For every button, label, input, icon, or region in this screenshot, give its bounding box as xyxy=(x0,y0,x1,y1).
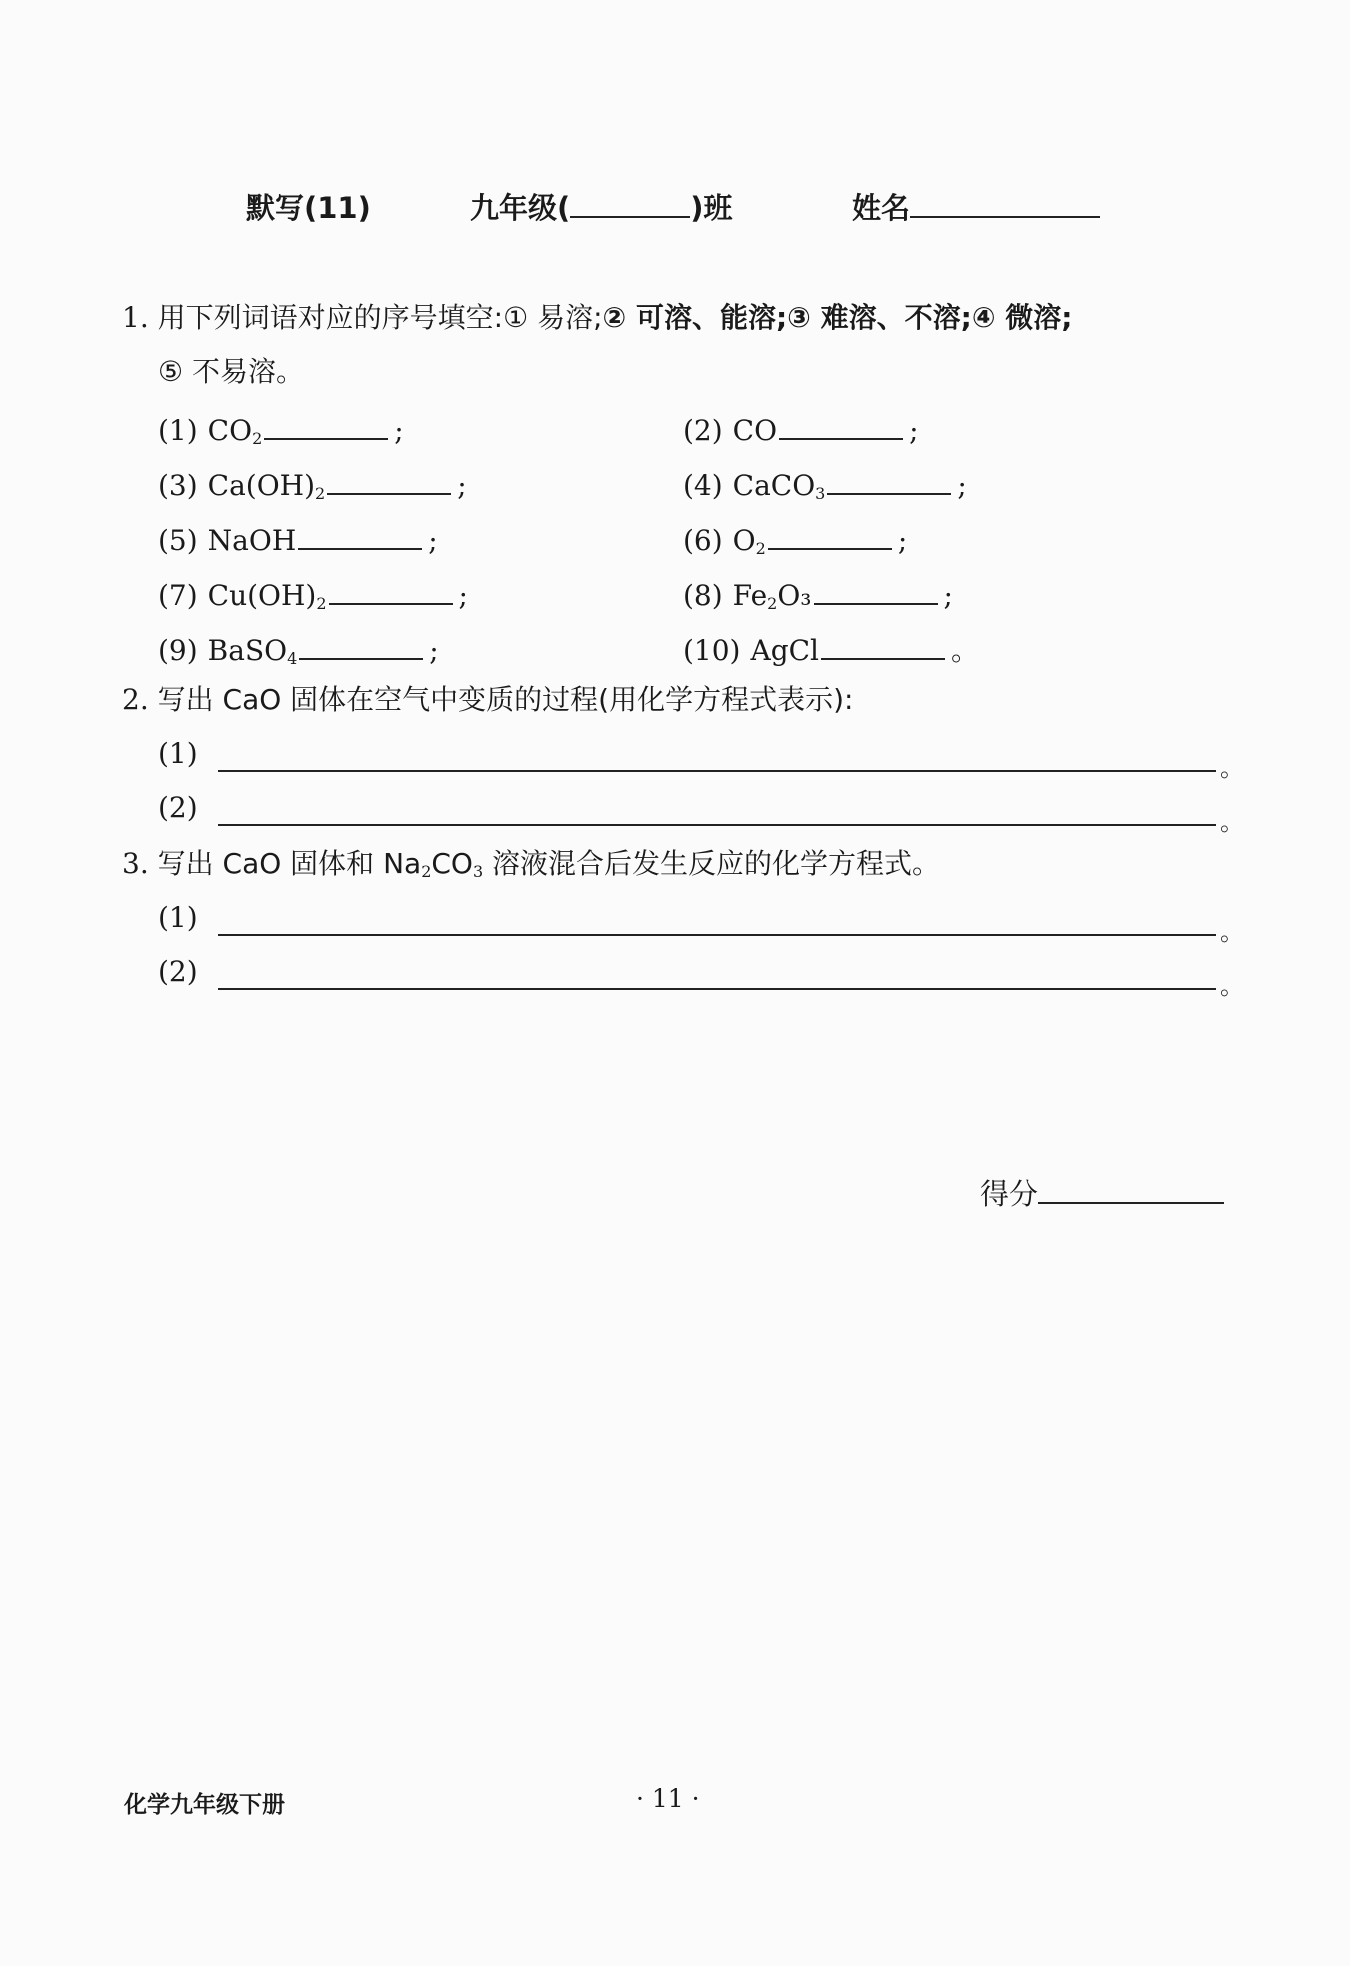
item-formula: CO xyxy=(207,414,253,447)
item-formula: AgCl xyxy=(750,634,820,667)
question-2-answer-line-2[interactable] xyxy=(218,824,1216,826)
item-formula: Fe xyxy=(732,579,768,612)
item-formula-rest: O₃ xyxy=(777,579,812,612)
question-3-line-1-label: (1) xyxy=(158,901,198,934)
item-answer-blank[interactable] xyxy=(768,518,892,550)
question-1-item xyxy=(683,518,907,569)
item-formula-subscript: 2 xyxy=(767,594,778,613)
item-answer-blank[interactable] xyxy=(821,628,945,660)
item-answer-blank[interactable] xyxy=(779,408,903,440)
item-formula: CO xyxy=(732,414,778,447)
item-formula-subscript: 3 xyxy=(815,484,826,503)
question-1-item xyxy=(683,463,967,514)
question-3-line-1-end: 。 xyxy=(1220,918,1244,946)
item-punctuation: ; xyxy=(458,579,468,612)
item-formula-subscript: 2 xyxy=(252,429,263,448)
question-2-answer-line-1[interactable] xyxy=(218,770,1216,772)
question-2-line-1-end: 。 xyxy=(1220,754,1244,782)
item-formula: O xyxy=(732,524,756,557)
item-number: (1) xyxy=(158,414,198,447)
item-answer-blank[interactable] xyxy=(329,573,453,605)
question-1-item xyxy=(158,408,404,459)
item-punctuation: ; xyxy=(957,469,967,502)
item-punctuation: ; xyxy=(909,414,919,447)
item-punctuation: ; xyxy=(457,469,467,502)
class-blank[interactable] xyxy=(570,188,690,218)
item-answer-blank[interactable] xyxy=(264,408,388,440)
name-blank[interactable] xyxy=(910,188,1100,218)
question-2-line-2-label: (2) xyxy=(158,791,198,824)
question-1-item xyxy=(158,463,467,514)
score-field: 得分 xyxy=(980,1172,1224,1213)
item-answer-blank[interactable] xyxy=(827,463,951,495)
item-punctuation: ; xyxy=(428,524,438,557)
item-formula-subscript: 2 xyxy=(755,539,766,558)
item-formula: BaSO xyxy=(207,634,288,667)
item-number: (9) xyxy=(158,634,198,667)
question-1-item xyxy=(158,518,438,561)
item-formula: CaCO xyxy=(732,469,816,502)
item-number: (4) xyxy=(683,469,723,502)
footer-page-number: · 11 · xyxy=(636,1784,700,1813)
question-2-prompt: 2. 写出 CaO 固体在空气中变质的过程(用化学方程式表示): xyxy=(122,683,854,716)
score-blank[interactable] xyxy=(1038,1172,1224,1204)
item-number: (2) xyxy=(683,414,723,447)
question-1-item xyxy=(158,573,468,624)
item-number: (10) xyxy=(683,634,741,667)
item-formula: Cu(OH) xyxy=(207,579,317,612)
item-answer-blank[interactable] xyxy=(299,628,423,660)
question-3-line-2-end: 。 xyxy=(1220,972,1244,1000)
worksheet-title: 默写(11) xyxy=(246,191,371,225)
item-formula-subscript: 4 xyxy=(287,649,298,668)
question-1-item xyxy=(683,408,919,451)
question-3-answer-line-2[interactable] xyxy=(218,988,1216,990)
item-number: (3) xyxy=(158,469,198,502)
item-answer-blank[interactable] xyxy=(814,573,938,605)
question-1-item xyxy=(683,573,953,624)
item-formula: NaOH xyxy=(207,524,297,557)
item-formula: Ca(OH) xyxy=(207,469,316,502)
question-2-line-1-label: (1) xyxy=(158,737,198,770)
item-formula-subscript: 2 xyxy=(316,594,327,613)
item-number: (7) xyxy=(158,579,198,612)
worksheet-header xyxy=(0,186,1350,232)
item-number: (5) xyxy=(158,524,198,557)
question-3-prompt: 3. 写出 CaO 固体和 $Na_2CO_3$ 溶液混合后发生反应的化学方程式。 xyxy=(122,847,941,881)
question-1-item xyxy=(158,628,439,679)
item-answer-blank[interactable] xyxy=(298,518,422,550)
item-punctuation: ; xyxy=(429,634,439,667)
name-field: 姓名 xyxy=(852,186,1100,227)
item-punctuation: ; xyxy=(394,414,404,447)
question-3-line-2-label: (2) xyxy=(158,955,198,988)
question-1-intro-cont: ⑤ 不易溶。 xyxy=(158,355,305,388)
footer-book-title: 化学九年级下册 xyxy=(124,1792,285,1818)
class-field: 九年级( )班 xyxy=(470,186,733,227)
question-1-item xyxy=(683,628,979,671)
item-number: (8) xyxy=(683,579,723,612)
item-punctuation: ; xyxy=(943,579,953,612)
question-1-intro: 1. 用下列词语对应的序号填空:① 易溶;② 可溶、能溶;③ 难溶、不溶;④ 微溶; xyxy=(122,301,1073,334)
question-3-answer-line-1[interactable] xyxy=(218,934,1216,936)
item-answer-blank[interactable] xyxy=(327,463,451,495)
item-punctuation: 。 xyxy=(951,634,980,667)
question-2-line-2-end: 。 xyxy=(1220,808,1244,836)
item-number: (6) xyxy=(683,524,723,557)
item-punctuation: ; xyxy=(897,524,908,557)
item-formula-subscript: 2 xyxy=(315,484,326,503)
